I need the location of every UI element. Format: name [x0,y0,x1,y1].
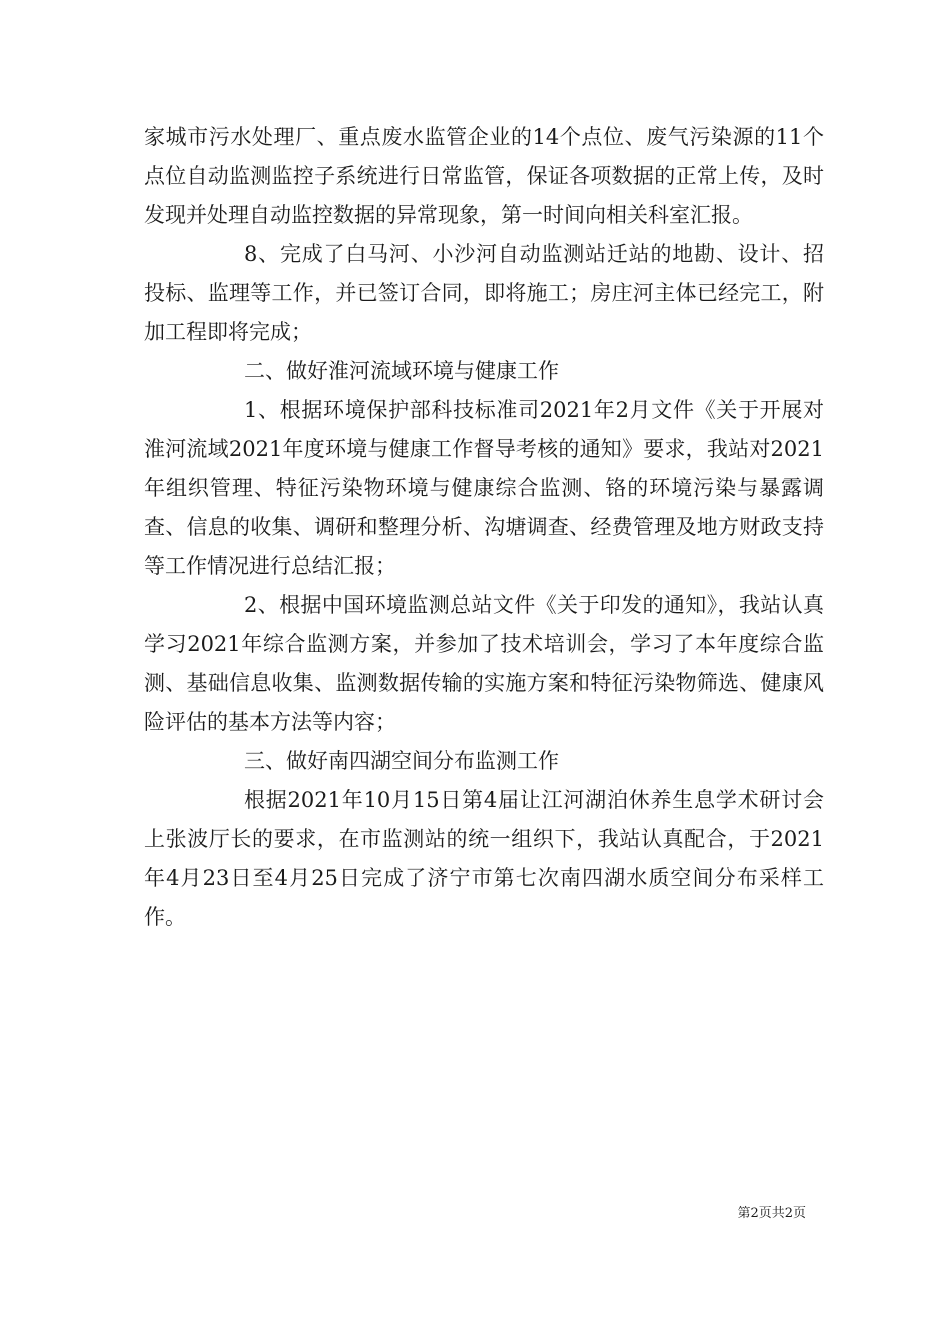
section-heading-2: 二、做好淮河流域环境与健康工作 [244,359,559,383]
paragraph-item-8: 8、完成了白马河、小沙河自动监测站迁站的地勘、设计、招投标、监理等工作，并已签订合同，即将施工；房庄河主体已经完工，附加工程即将完成； [144,242,824,344]
paragraph-item-1: 1、根据环境保护部科技标准司2021年2月文件《关于开展对淮河流域2021年度环境与健康工作督导考核的通知》要求，我站对2021年组织管理、特征污染物环境与健康综合监测、铬的环境污染与暴露调查、信息的收集、调研和整理分析、沟塘调查、经费管理及地方财政支持等工作情况进行总结汇报； [144,398,824,578]
paragraph-continuation: 家城市污水处理厂、重点废水监管企业的14个点位、废气污染源的11个点位自动监测监控子系统进行日常监管，保证各项数据的正常上传，及时发现并处理自动监控数据的异常现象，第一时间向相关科室汇报。 [144,125,824,227]
paragraph-item-2: 2、根据中国环境监测总站文件《关于印发的通知》，我站认真学习2021年综合监测方案，并参加了技术培训会，学习了本年度综合监测、基础信息收集、监测数据传输的实施方案和特征污染物筛选、健康风险评估的基本方法等内容； [144,593,824,734]
paragraph-sampling: 根据2021年10月15日第4届让江河湖泊休养生息学术研讨会上张波厅长的要求，在市监测站的统一组织下，我站认真配合，于2021年4月23日至4月25日完成了济宁市第七次南四湖水质空间分布采样工作。 [144,788,824,929]
section-heading-3: 三、做好南四湖空间分布监测工作 [244,749,559,773]
page-number: 第2页共2页 [737,1206,806,1221]
document-body [144,118,824,937]
